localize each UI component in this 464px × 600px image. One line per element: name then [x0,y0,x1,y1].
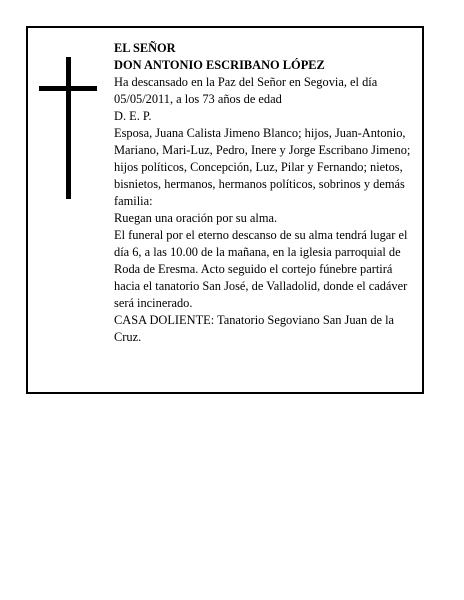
notice-text [114,40,420,346]
rip-text: D. E. P. [114,109,152,123]
deceased-name: DON ANTONIO ESCRIBANO LÓPEZ [114,58,325,72]
cross-vertical-bar [66,57,71,199]
family-list: Esposa, Juana Calista Jimeno Blanco; hijos, Juan-Antonio, Mariano, Mari-Luz, Pedro, Inere y Jorge Escribano Jimeno; hijos políticos, Concepción, Luz, Pilar y Fernando; nietos, bisnietos, hermanos, hermanos políticos, sobrinos y demás familia: [114,126,411,208]
death-info: Ha descansado en la Paz del Señor en Segovia, el día 05/05/2011, a los 73 años de edad [114,75,378,106]
prayer-request: Ruegan una oración por su alma. [114,211,278,225]
cross-icon [28,28,108,228]
funeral-info: El funeral por el eterno descanso de su alma tendrá lugar el día 6, a las 10.00 de la mañana, en la iglesia parroquial de Roda de Eresma. Acto seguido el cortejo fúnebre partirá hacia el tanatorio San José, de Valladolid, donde el cadáver será incinerado. [114,228,408,310]
cross-horizontal-bar [39,86,97,91]
obituary-notice [26,26,424,394]
title-line-1: EL SEÑOR [114,41,176,55]
mourning-house: CASA DOLIENTE: Tanatorio Segoviano San Juan de la Cruz. [114,313,395,344]
